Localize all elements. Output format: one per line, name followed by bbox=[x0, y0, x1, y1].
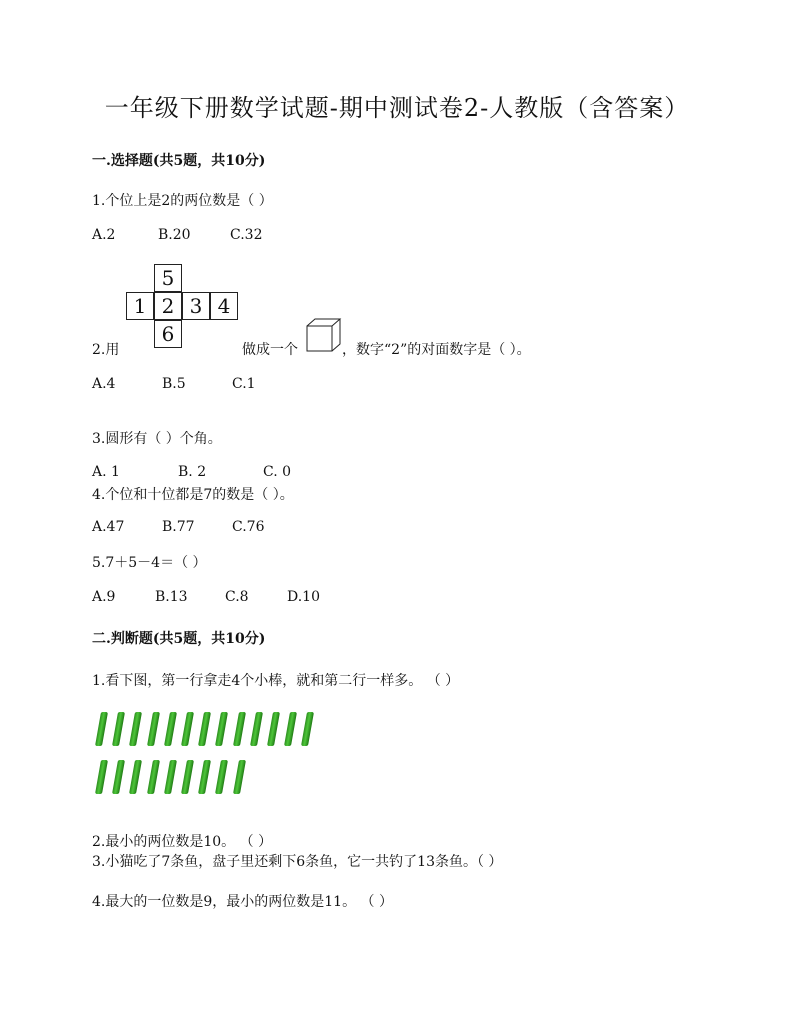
option-b: B. 2 bbox=[178, 464, 207, 480]
question-2-middle: 做成一个 bbox=[242, 342, 298, 358]
stick-icon bbox=[95, 712, 108, 746]
option-a: A. 1 bbox=[92, 464, 120, 480]
stick-icon bbox=[301, 712, 314, 746]
section-heading-judgment: 二.判断题(共5题，共10分) bbox=[92, 631, 266, 647]
option-c: C.1 bbox=[232, 376, 256, 392]
option-d: D.10 bbox=[287, 589, 320, 605]
question-3-text: 3.小猫吃了7条鱼，盘子里还剩下6条鱼，它一共钓了13条鱼。（ ） bbox=[92, 854, 503, 870]
option-a: A.47 bbox=[92, 519, 125, 535]
net-cell-bottom: 6 bbox=[154, 320, 182, 348]
stick-icon bbox=[112, 760, 125, 794]
option-c: C.76 bbox=[232, 519, 265, 535]
stick-icon bbox=[129, 712, 142, 746]
question-2-prefix: 2.用 bbox=[92, 342, 120, 358]
question-3-text: 3.圆形有（ ）个角。 bbox=[92, 431, 222, 447]
cube-net-figure bbox=[126, 264, 238, 348]
option-a: A.2 bbox=[92, 227, 116, 243]
option-b: B.5 bbox=[162, 376, 186, 392]
stick-icon bbox=[198, 760, 211, 794]
stick-row-2 bbox=[98, 760, 238, 796]
stick-icon bbox=[164, 712, 177, 746]
stick-icon bbox=[233, 712, 246, 746]
stick-icon bbox=[147, 712, 160, 746]
option-b: B.77 bbox=[162, 519, 195, 535]
option-a: A.4 bbox=[92, 376, 116, 392]
stick-icon bbox=[95, 760, 108, 794]
net-cell: 1 bbox=[126, 292, 154, 320]
question-5-text: 5.7＋5－4＝（ ） bbox=[92, 555, 207, 571]
option-c: C.32 bbox=[230, 227, 263, 243]
stick-icon bbox=[147, 760, 160, 794]
option-b: B.20 bbox=[158, 227, 191, 243]
stick-icon bbox=[267, 712, 280, 746]
stick-icon bbox=[181, 712, 194, 746]
stick-icon bbox=[164, 760, 177, 794]
stick-icon bbox=[215, 712, 228, 746]
cube-icon bbox=[306, 318, 342, 352]
question-2-suffix: ，数字“2”的对面数字是（ ）。 bbox=[342, 342, 531, 358]
question-4-text: 4.最大的一位数是9，最小的两位数是11。 （ ） bbox=[92, 894, 393, 910]
stick-icon bbox=[181, 760, 194, 794]
stick-icon bbox=[129, 760, 142, 794]
option-c: C.8 bbox=[225, 589, 249, 605]
stick-icon bbox=[233, 760, 246, 794]
net-cell: 3 bbox=[182, 292, 210, 320]
stick-icon bbox=[215, 760, 228, 794]
question-1-text: 1.看下图，第一行拿走4个小棒，就和第二行一样多。 （ ） bbox=[92, 673, 460, 689]
net-cell-top: 5 bbox=[154, 264, 182, 292]
stick-icon bbox=[198, 712, 211, 746]
option-a: A.9 bbox=[92, 589, 116, 605]
stick-icon bbox=[284, 712, 297, 746]
section-heading-choice: 一.选择题(共5题，共10分) bbox=[92, 153, 266, 169]
stick-icon bbox=[112, 712, 125, 746]
question-4-text: 4.个位和十位都是7的数是（ ）。 bbox=[92, 487, 294, 503]
option-b: B.13 bbox=[155, 589, 188, 605]
option-c: C. 0 bbox=[263, 464, 292, 480]
page-title: 一年级下册数学试题-期中测试卷2-人教版（含答案） bbox=[104, 94, 690, 122]
stick-icon bbox=[250, 712, 263, 746]
stick-row-1 bbox=[98, 712, 328, 748]
net-cell: 2 bbox=[154, 292, 182, 320]
net-cell: 4 bbox=[210, 292, 238, 320]
question-1-text: 1.个位上是2的两位数是（ ） bbox=[92, 193, 273, 209]
question-2-text: 2.最小的两位数是10。 （ ） bbox=[92, 834, 273, 850]
